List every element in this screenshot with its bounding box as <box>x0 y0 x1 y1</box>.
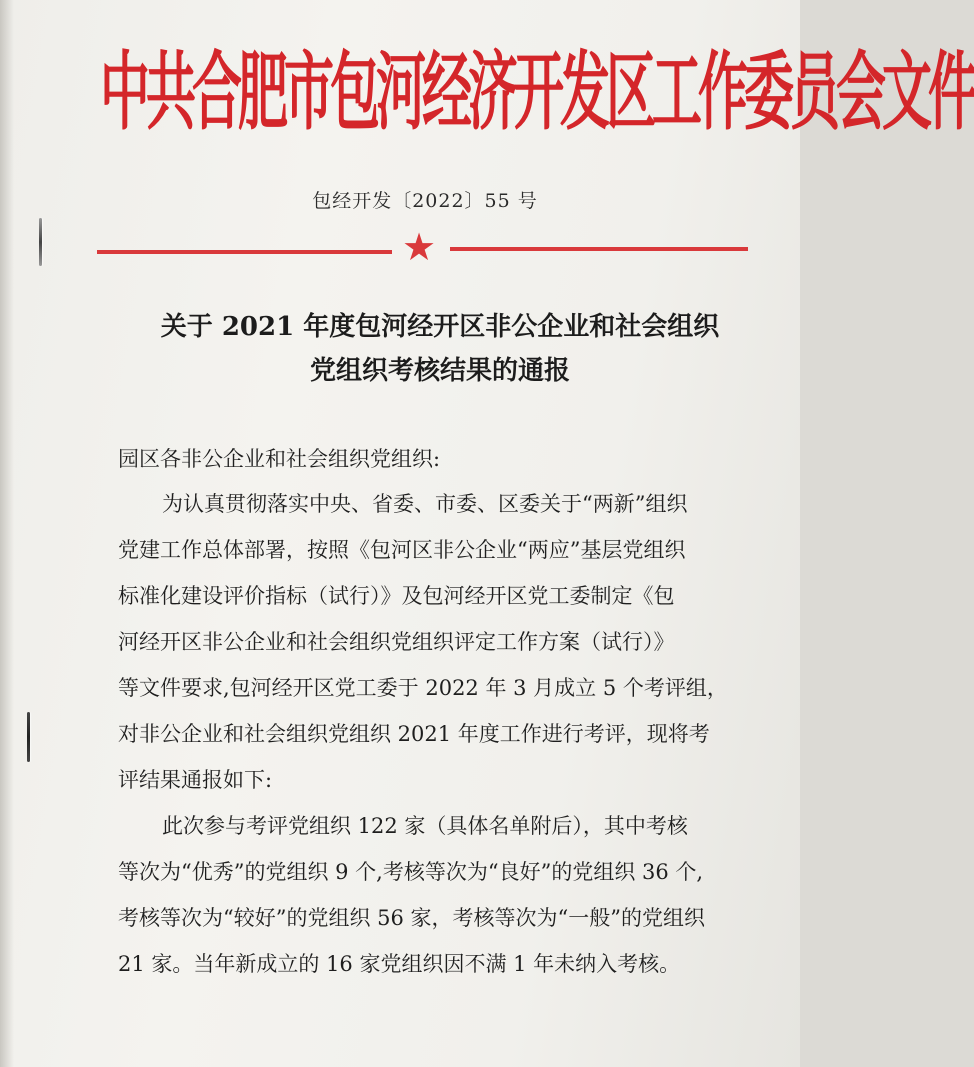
body-line: 此次参与考评党组织 122 家（具体名单附后），其中考核 <box>162 814 688 838</box>
document-title <box>120 305 760 393</box>
title-line-2: 党组织考核结果的通报 <box>309 356 570 386</box>
body-line: 考核等次为“较好”的党组织 56 家，考核等次为“一般”的党组织 <box>118 906 706 930</box>
body-line: 党建工作总体部署，按照《包河区非公企业“两应”基层党组织 <box>118 538 686 562</box>
document-number: 包经开发〔2022〕55 号 <box>312 190 538 212</box>
staple-top <box>39 218 42 266</box>
body-line: 为认真贯彻落实中央、省委、市委、区委关于“两新”组织 <box>162 492 688 516</box>
page-edge-shadow <box>0 0 14 1067</box>
issuer-masthead: 中共合肥市包河经济开发区工作委员会文件 <box>100 41 974 142</box>
body-line: 等次为“优秀”的党组织 9 个,考核等次为“良好”的党组织 36 个, <box>118 860 704 884</box>
body-line: 等文件要求,包河经开区党工委于 2022 年 3 月成立 5 个考评组， <box>118 676 728 700</box>
body-line: 评结果通报如下: <box>118 768 273 792</box>
staple-bottom <box>27 712 30 762</box>
body-line: 对非公企业和社会组织党组织 2021 年度工作进行考评，现将考 <box>118 722 710 746</box>
body-line: 标准化建设评价指标（试行）》及包河经开区党工委制定《包 <box>118 584 675 608</box>
red-divider-left <box>97 250 392 254</box>
red-divider-right <box>450 247 748 251</box>
star-icon: ★ <box>402 225 437 269</box>
body-line: 21 家。当年新成立的 16 家党组织因不满 1 年未纳入考核。 <box>118 952 681 976</box>
salutation: 园区各非公企业和社会组织党组织: <box>118 447 441 471</box>
body-line: 河经开区非公企业和社会组织党组织评定工作方案（试行）》 <box>118 630 675 654</box>
title-line-1: 关于 2021 年度包河经开区非公企业和社会组织 <box>160 312 720 342</box>
